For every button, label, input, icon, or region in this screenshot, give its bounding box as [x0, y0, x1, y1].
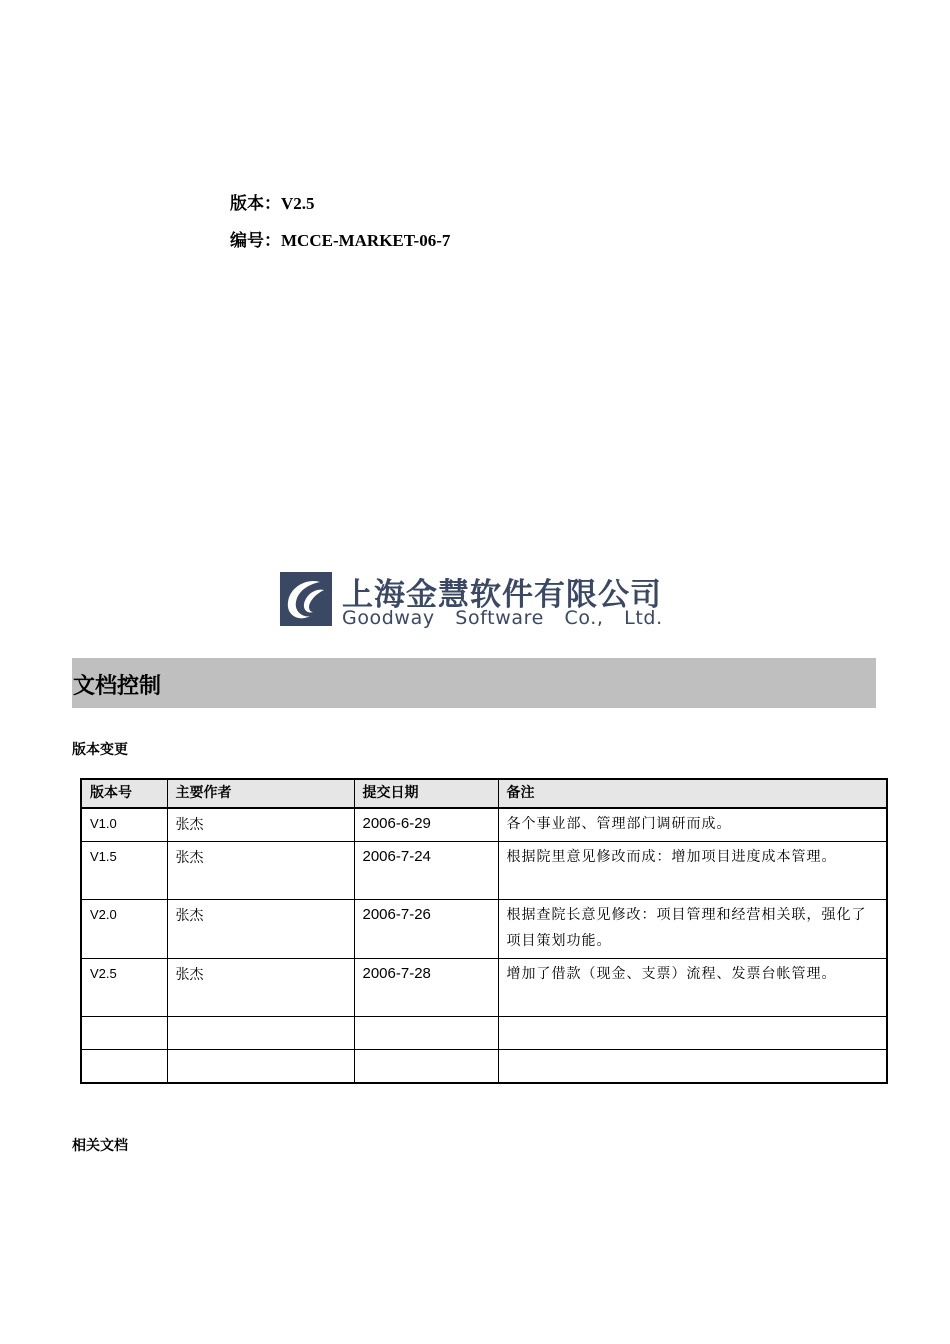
cell-author: 张杰 — [167, 842, 354, 900]
company-logo — [280, 571, 680, 631]
cell-date: 2006-7-28 — [354, 959, 498, 1017]
revision-table — [80, 778, 888, 1084]
table-row — [81, 842, 887, 900]
cell-note — [498, 1017, 887, 1050]
revisions-heading: 版本变更 — [72, 742, 128, 758]
cell-date — [354, 1017, 498, 1050]
code-value: MCCE-MARKET-06-7 — [281, 231, 451, 250]
table-row — [81, 808, 887, 842]
cell-version: V1.0 — [81, 808, 167, 842]
code-label: 编号： — [230, 231, 281, 250]
cell-date — [354, 1050, 498, 1084]
section-title: 文档控制 — [73, 674, 162, 699]
related-docs-heading: 相关文档 — [72, 1138, 128, 1154]
version-value: V2.5 — [281, 194, 315, 213]
code-line — [230, 226, 450, 251]
version-label: 版本： — [230, 194, 281, 213]
cell-author: 张杰 — [167, 808, 354, 842]
cell-date: 2006-6-29 — [354, 808, 498, 842]
goodway-logo-icon — [280, 572, 332, 626]
cell-note: 各个事业部、管理部门调研而成。 — [498, 808, 887, 842]
table-header-row — [81, 779, 887, 808]
cell-note — [498, 1050, 887, 1084]
column-header-version: 版本号 — [81, 779, 167, 808]
cell-version — [81, 1017, 167, 1050]
cell-author: 张杰 — [167, 900, 354, 959]
cell-date: 2006-7-26 — [354, 900, 498, 959]
cell-version: V2.5 — [81, 959, 167, 1017]
table-row — [81, 959, 887, 1017]
column-header-author: 主要作者 — [167, 779, 354, 808]
cell-version: V2.0 — [81, 900, 167, 959]
column-header-date: 提交日期 — [354, 779, 498, 808]
table-row-empty — [81, 1017, 887, 1050]
table-row-empty — [81, 1050, 887, 1084]
cell-note: 增加了借款（现金、支票）流程、发票台帐管理。 — [498, 959, 887, 1017]
table-row — [81, 900, 887, 959]
cell-note: 根据查院长意见修改：项目管理和经营相关联，强化了项目策划功能。 — [498, 900, 887, 959]
cell-author — [167, 1050, 354, 1084]
cell-author: 张杰 — [167, 959, 354, 1017]
cell-version — [81, 1050, 167, 1084]
company-name-cn: 上海金慧软件有限公司 — [342, 577, 662, 613]
column-header-note: 备注 — [498, 779, 887, 808]
section-header-band — [72, 658, 876, 708]
version-line — [230, 189, 315, 214]
cell-author — [167, 1017, 354, 1050]
company-name-en: Goodway Software Co., Ltd. — [342, 607, 663, 629]
cell-date: 2006-7-24 — [354, 842, 498, 900]
cell-version: V1.5 — [81, 842, 167, 900]
cell-note: 根据院里意见修改而成：增加项目进度成本管理。 — [498, 842, 887, 900]
